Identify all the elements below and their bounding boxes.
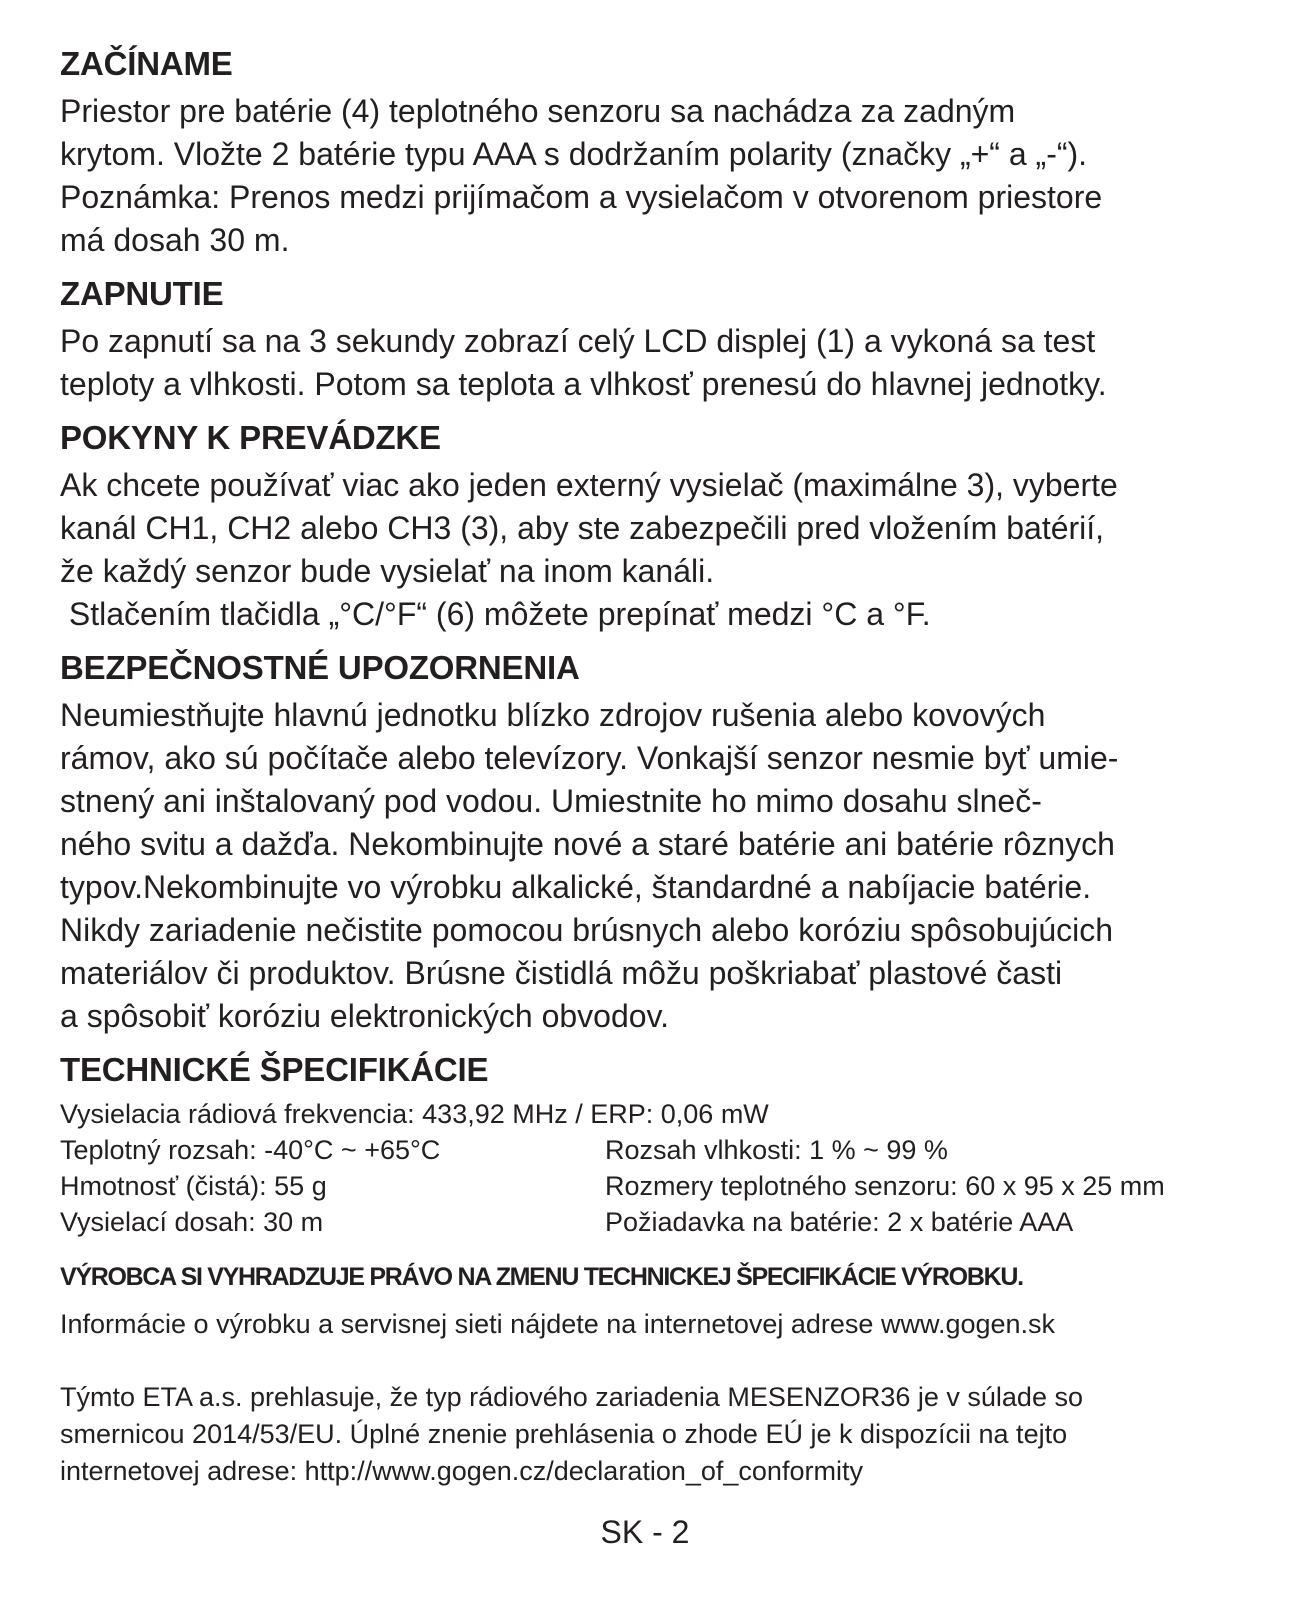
declaration-of-conformity [60, 1379, 1270, 1490]
spec-item: Rozsah vlhkosti: 1 % ~ 99 % [605, 1135, 948, 1165]
spec-item: Rozmery teplotného senzoru: 60 x 95 x 25 mm [605, 1171, 1165, 1201]
section-getting-started [60, 44, 1270, 262]
body-line: Po zapnutí sa na 3 sekundy zobrazí celý LCD displej (1) a vykoná sa test [60, 323, 1096, 359]
section-body [60, 464, 1270, 636]
declaration-line: internetovej adrese: http://www.gogen.cz/declaration_of_conformity [60, 1456, 863, 1486]
spec-frequency: Vysielacia rádiová frekvencia: 433,92 MHz / ERP: 0,06 mW [60, 1099, 769, 1129]
section-operating-instructions [60, 418, 1270, 636]
body-line: Stlačením tlačidla „°C/°F“ (6) môžete prepínať medzi °C a °F. [60, 596, 931, 632]
page-number: SK - 2 [600, 1514, 690, 1550]
spec-grid [60, 1132, 1270, 1240]
declaration-line: smernicou 2014/53/EU. Úplné znenie prehlásenia o zhode EÚ je k dispozícii na tejto [60, 1419, 1068, 1449]
body-line: Neumiestňujte hlavnú jednotku blízko zdrojov rušenia alebo kovových [60, 697, 1046, 733]
technical-specifications [60, 1050, 1270, 1240]
body-line: Priestor pre batérie (4) teplotného senzoru sa nachádza za zadným [60, 93, 1016, 129]
section-heading: POKYNY K PREVÁDZKE [60, 419, 441, 456]
spec-item: Požiadavka na batérie: 2 x batérie AAA [605, 1207, 1074, 1237]
body-line: má dosah 30 m. [60, 222, 290, 258]
section-body [60, 694, 1270, 1038]
section-safety-warnings [60, 648, 1270, 1038]
body-line: kanál CH1, CH2 alebo CH3 (3), aby ste zabezpečili pred vložením batérií, [60, 510, 1105, 546]
body-line: krytom. Vložte 2 batérie typu AAA s dodržaním polarity (značky „+“ a „-“). [60, 136, 1088, 172]
body-line: materiálov či produktov. Brúsne čistidlá môžu poškriabať plastové časti [60, 955, 1063, 991]
spec-item: Vysielací dosah: 30 m [60, 1207, 324, 1237]
body-line: ného svitu a dažďa. Nekombinujte nové a staré batérie ani batérie rôznych [60, 826, 1115, 862]
section-heading: ZAČÍNAME [60, 45, 233, 82]
body-line: Ak chcete používať viac ako jeden externý vysielač (maximálne 3), vyberte [60, 467, 1118, 503]
body-line: teploty a vlhkosti. Potom sa teplota a vlhkosť prenesú do hlavnej jednotky. [60, 366, 1107, 402]
section-heading: BEZPEČNOSTNÉ UPOZORNENIA [60, 649, 580, 686]
body-line: že každý senzor bude vysielať na inom kanáli. [60, 553, 715, 589]
document-page [60, 44, 1270, 1490]
section-power-on [60, 274, 1270, 406]
section-heading: ZAPNUTIE [60, 275, 224, 312]
body-line: stnený ani inštalovaný pod vodou. Umiestnite ho mimo dosahu slneč- [60, 783, 1042, 819]
declaration-line: Týmto ETA a.s. prehlasuje, že typ rádiového zariadenia MESENZOR36 je v súlade so [60, 1382, 1083, 1412]
body-line: Poznámka: Prenos medzi prijímačom a vysielačom v otvorenom priestore [60, 179, 1103, 215]
spec-item: Teplotný rozsah: -40°C ~ +65°C [60, 1135, 441, 1165]
body-line: rámov, ako sú počítače alebo televízory. Vonkajší senzor nesmie byť umie- [60, 740, 1119, 776]
manufacturer-notice: VÝROBCA SI VYHRADZUJE PRÁVO NA ZMENU TECHNICKEJ ŠPECIFIKÁCIE VÝROBKU. [60, 1263, 1023, 1291]
spec-item: Hmotnosť (čistá): 55 g [60, 1171, 327, 1201]
section-body [60, 90, 1270, 262]
body-line: Nikdy zariadenie nečistite pomocou brúsnych alebo koróziu spôsobujúcich [60, 912, 1114, 948]
product-info-link: Informácie o výrobku a servisnej sieti nájdete na internetovej adrese www.gogen.sk [60, 1309, 1056, 1339]
body-line: a spôsobiť koróziu elektronických obvodov. [60, 998, 670, 1034]
specs-heading: TECHNICKÉ ŠPECIFIKÁCIE [60, 1051, 489, 1088]
body-line: typov.Nekombinujte vo výrobku alkalické, štandardné a nabíjacie batérie. [60, 869, 1092, 905]
section-body [60, 320, 1270, 406]
